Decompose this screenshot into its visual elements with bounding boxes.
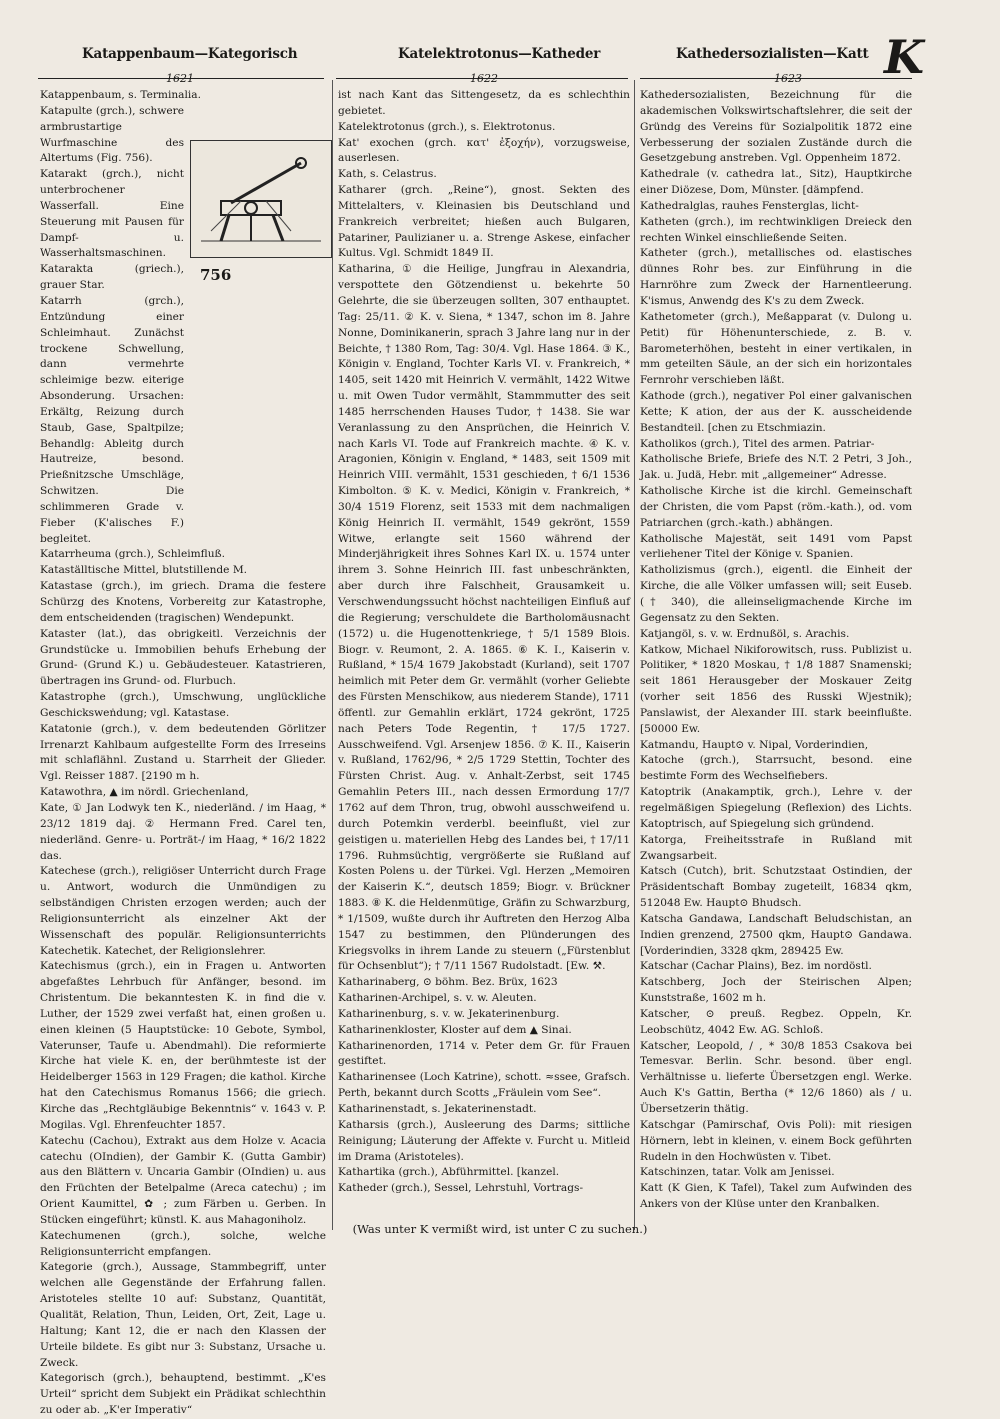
right-running-header: Kathedersozialisten—Katt (676, 46, 869, 62)
dictionary-entry: Katharinen-Archipel, s. v. w. Aleuten. (338, 992, 537, 1005)
catapult-illustration (190, 140, 332, 258)
dictionary-entry: Kat' exochen (grch. κατ' ἐξοχήν), vorzugsweise, auserlesen. (338, 136, 630, 165)
dictionary-entry: Katkow, Michael Nikiforowitsch, russ. Publizist u. Politiker, * 1820 Moskau, † 1/8 1887 Snamenski; seit 1861 Herausgeber der Moskauer Zeitg (vorher seit 1856 des Russki Wjestnik); Panslawist, der Alexander III. stark beeinflußte. [50000 Ew. (640, 643, 912, 735)
dictionary-entry: Katarrheuma (grch.), Schleimfluß. (40, 548, 225, 561)
column-divider (634, 80, 635, 1230)
dictionary-entry: Kategorie (grch.), Aussage, Stammbegriff, unter welchen alle Gegenstände der Erfahrung fallen. Aristoteles stellte 10 auf: Substanz, Quantität, Qualität, Relation, Thun, Leiden, Ort, Zeit, Lage u. Haltung; Kant 12, die er nach den Klassen der Urteile bildete. Es gibt nur 3: Substanz, Ursache u. Zweck. (40, 1261, 326, 1369)
dictionary-entry: Katelektrotonus (grch.), s. Elektrotonus. (338, 120, 556, 133)
dictionary-entry: Kath, s. Celastrus. (338, 168, 437, 181)
dictionary-entry: Katharinenkloster, Kloster auf dem ▲ Sinai. (338, 1023, 572, 1036)
dictionary-entry: Kathedralglas, rauhes Fensterglas, licht- (640, 199, 859, 212)
dictionary-entry: Kathode (grch.), negativer Pol einer galvanischen Kette; K ation, der aus der K. ausscheidende Bestandteil. [chen zu Etschmiazin. (640, 390, 912, 434)
dictionary-entry: Katapulte (grch.), schwere armbrustartige Wurfmaschine des Altertums (Fig. 756). (40, 104, 184, 165)
dictionary-entry: Katarakta (griech.), grauer Star. (40, 263, 184, 292)
dictionary-entry: Kathetometer (grch.), Meßapparat (v. Dulong u. Petit) für Höhenunterschiede, z. B. v. Barometerhöhen, besteht in einer vertikalen, in mm geteilten Säule, an der sich ein horizontales Fernrohr verschieben läßt. (640, 310, 912, 387)
dictionary-entry: Katechu (Cachou), Extrakt aus dem Holze v. Acacia catechu (OIndien), der Gambir K. (Gutta Gambir) aus den Blättern v. Uncaria Gambir (OIndien) u. aus den Früchten der Betelpalme (Areca catechu) ; im Orient Kaumittel, ✿ ; zum Färben u. Gerben. In Stücken eingeführt; künstl. K. aus Mahagoniholz. (40, 1134, 326, 1226)
page-number-left: 1621 (166, 72, 194, 85)
column-divider (332, 80, 333, 1230)
dictionary-entry: Katharina, ① die Heilige, Jungfrau in Alexandria, verspottete den Götzendienst u. bekehrte 50 Gelehrte, die sie überzeugen sollten, 307 enthauptet. Tag: 25/11. ② K. v. Siena, * 1347, schon im 8. Jahre Nonne, Dominikanerin, sprach 3 Jahre lang nur in der Beichte, † 1380 Rom, Tag: 30/4. Vgl. Hase 1864. ③ K., Königin v. England, Tochter Karls VI. v. Frankreich, * 1405, seit 1420 mit Heinrich V. vermählt, 1422 Witwe u. mit Owen Tudor vermählt, Stammmutter des seit 1485 herrschenden Hauses Tudor, † 1438. Sie war Veranlassung zu den Ansprüchen, die Heinrich V. nach Karls VI. Tode auf Frankreich machte. ④ K. v. Aragonien, Königin v. England, * 1483, seit 1509 mit Heinrich VIII. vermählt, 1531 geschieden, † 6/1 1536 Kimbolton. ⑤ K. v. Medici, Königin v. Frankreich, * 30/4 1519 Florenz, seit 1533 mit dem nachmaligen König Heinrich II. vermählt, 1549 gekrönt, 1559 Witwe, erlangte seit 1560 während der Minderjährigkeit ihres Sohnes Karl IX. u. 1574 unter ihrem 3. Sohne Heinrich III. fast unbeschränkten, aber durch ihre Falschheit, Grausamkeit u. Verschwendungssucht höchst nachteiligen Einfluß auf die Regierung; verschuldete die Bartholomäusnacht (1572) u. die Hugenottenkriege, † 5/1 1589 Blois. Biogr. v. Reumont, 2. A. 1865. ⑥ K. I., Kaiserin v. Rußland, * 15/4 1679 Jakobstadt (Kurland), seit 1707 heimlich mit Peter dem Gr. vermählt (vorher Geliebte des Fürsten Menschikow, aus niederem Stande), 1711 öffentl. zur Gemahlin erklärt, 1724 gekrönt, 1725 nach Peters Tode Regentin, † 17/5 1727. Ausschweifend. Vgl. Arsenjew 1856. ⑦ K. II., Kaiserin v. Rußland, 1762/96, * 2/5 1729 Stettin, Tochter des Fürsten Christ. Aug. v. Anhalt-Zerbst, seit 1745 Gemahlin Peters III., nach dessen Ermordung 17/7 1762 auf dem Thron, trug, obwohl ausschweifend u. durch Potemkin verderbl. beeinflußt, viel zur geistigen u. materiellen Hebg des Landes bei, † 17/11 1796. Ruhmsüchtig, vergrößerte sie Rußland auf Kosten Polens u. der Türkei. Vgl. Herzen „Memoiren der Kaiserin K.“, deutsch 1859; Biogr. v. Brückner 1883. ⑧ K. die Heldenmütige, Gräfin zu Schwarzburg, * 1/1509, wußte durch ihr Auftreten den Herzog Alba 1547 zu bestimmen, den Plünderungen des Kriegsvolks in ihrem Lande zu steuern („Fürstenblut für Ochsenblut“); † 7/11 1567 Rudolstadt. [Ew. ⚒. (338, 263, 630, 973)
dictionary-entry: Katsch (Cutch), brit. Schutzstaat Ostindien, der Präsidentschaft Bombay zugeteilt, 16834 qkm, 512048 Ew. Haupt⊙ Bhudsch. (640, 865, 912, 910)
dictionary-entry: Katarakt (grch.), nicht unterbrochener Wasserfall. Eine Steuerung mit Pausen für Dampf- u. Wasserhaltsmaschinen. (40, 168, 184, 260)
dictionary-entry: Katharinenburg, s. v. w. Jekaterinenburg. (338, 1007, 560, 1020)
dictionary-entry: Katharinaberg, ⊙ böhm. Bez. Brüx, 1623 (338, 976, 558, 989)
dictionary-entry: Katjangöl, s. v. w. Erdnußöl, s. Arachis. (640, 627, 850, 640)
dictionary-entry: Kathedersozialisten, Bezeichnung für die akademischen Volkswirtschaftslehrer, die seit der Gründg des Vereins für Sozialpolitik 1872 eine Verbesserung der sozialen Zustände durch die Gesetzgebung anstreben. Vgl. Oppenheim 1872. (640, 89, 912, 165)
dictionary-entry: Katatonie (grch.), v. dem bedeutenden Görlitzer Irrenarzt Kahlbaum aufgestellte Form des Irreseins mit schlaflähnl. Zustand u. Starrheit der Glieder. Vgl. Reisser 1887. [2190 m h. (40, 722, 326, 783)
dictionary-entry: Katoche (grch.), Starrsucht, besond. eine bestimte Form des Wechselfiebers. (640, 754, 912, 783)
dictionary-entry: Katscher, ⊙ preuß. Regbez. Oppeln, Kr. Leobschütz, 4042 Ew. AG. Schloß. (640, 1007, 912, 1036)
dictionary-entry: Katscha Gandawa, Landschaft Beludschistan, an Indien grenzend, 27500 qkm, Haupt⊙ Gandawa. [Vorderindien, 3328 qkm, 289425 Ew. (640, 912, 912, 957)
dictionary-entry: Kathedrale (v. cathedra lat., Sitz), Hauptkirche einer Diözese, Dom, Münster. [dämpfend. (640, 168, 912, 197)
dictionary-entry: Kataställtische Mittel, blutstillende M. (40, 564, 248, 577)
dictionary-entry: Katholische Briefe, Briefe des N.T. 2 Petri, 3 Joh., Jak. u. Judä, Hebr. mit „allgemeiner“ Adresse. (640, 453, 912, 482)
center-running-header: Katelektrotonus—Katheder (398, 46, 601, 62)
dictionary-entry: Katharsis (grch.), Ausleerung des Darms; sittliche Reinigung; Läuterung der Affekte v. Furcht u. Mitleid im Drama (Aristoteles). (338, 1118, 630, 1163)
column-left (40, 88, 326, 1419)
figure-number: 756 (200, 266, 232, 284)
section-letter: K (884, 30, 924, 84)
dictionary-entry: Katscher, Leopold, / , * 30/8 1853 Csakova bei Temesvar. Berlin. Schr. besond. über engl. Verhältnisse u. lieferte Übersetzgen engl. Werke. Auch K's Gattin, Bertha (* 12/6 1860) als / u. Übersetzerin thätig. (640, 1039, 912, 1115)
dictionary-entry: Katappenbaum, s. Terminalia. (40, 89, 201, 101)
dictionary-entry: Katharinensee (Loch Katrine), schott. ≈ssee, Grafsch. Perth, bekannt durch Scotts „Fräulein vom See“. (338, 1071, 630, 1100)
dictionary-entry: Katharer (grch. „Reine“), gnost. Sekten des Mittelalters, v. Kleinasien bis Deutschland und Frankreich verbreitet; hießen auch Bulgaren, Patariner, Paulizianer u. a. Strenge Askese, einfacher Kultus. Vgl. Schmidt 1849 II. (338, 184, 630, 260)
dictionary-entry: Katholizismus (grch.), eigentl. die Einheit der Kirche, die alle Völker umfassen will; seit Euseb. († 340), die alleinseligmachende Kirche im Gegensatz zu den Sekten. (640, 564, 912, 624)
dictionary-entry: Kataster (lat.), das obrigkeitl. Verzeichnis der Grundstücke u. Immobilien behufs Erhebung der Grund- (Grund K.) u. Gebäudesteuer. Katastrieren, übertragen ins Grund- od. Flurbuch. (40, 627, 326, 688)
dictionary-entry: Katastase (grch.), im griech. Drama die festere Schürzg des Knotens, Vorbereitg zur Katastrophe, dem entscheidenden (tragischen) Wendepunkt. (40, 580, 326, 624)
footer-note: (Was unter K vermißt wird, ist unter C zu suchen.) (352, 1222, 648, 1236)
dictionary-entry: Katechumenen (grch.), solche, welche Religionsunterricht empfangen. (40, 1229, 326, 1258)
dictionary-entry: Kategorisch (grch.), behauptend, bestimmt. „K'es Urteil“ spricht dem Subjekt ein Prädikat schlechthin zu oder ab. „K'er Imperativ“ (40, 1372, 326, 1417)
dictionary-entry: Katorga, Freiheitsstrafe in Rußland mit Zwangsarbeit. (640, 833, 912, 862)
dictionary-entry: Katharinenstadt, s. Jekaterinenstadt. (338, 1103, 537, 1115)
dictionary-entry: Katschberg, Joch der Steirischen Alpen; Kunststraße, 1602 m h. (640, 976, 912, 1005)
dictionary-entry: Katholische Majestät, seit 1491 vom Papst verliehener Titel der Könige v. Spanien. (640, 532, 912, 561)
page-number-center: 1622 (470, 72, 498, 85)
page-number-right: 1623 (774, 72, 802, 85)
catapult-drawing (191, 141, 331, 257)
dictionary-entry: Katt (K Gien, K Tafel), Takel zum Aufwinden des Ankers von der Klüse unter den Kranbalken. (640, 1182, 912, 1211)
dictionary-entry: Katarrh (grch.), Entzündung einer Schleimhaut. Zunächst trockene Schwellung, dann vermehrte schleimige bezw. eiterige Absonderung. Ursachen: Erkältg, Reizung durch Staub, Gase, Spaltpilze; Behandlg: Ableitg durch Hautreize, besond. Prießnitzsche Umschläge, Schwitzen. Die schlimmeren Grade v. Fieber (K'alisches F.) begleitet. (40, 294, 184, 545)
dictionary-entry: Katschinzen, tatar. Volk am Jenissei. (640, 1166, 835, 1179)
dictionary-entry: Katastrophe (grch.), Umschwung, unglückliche Geschicksweṅdung; vgl. Katastase. (40, 691, 326, 719)
dictionary-entry: Katschgar (Pamirschaf, Ovis Poli): mit riesigen Hörnern, lebt in kleinen, v. einem Bock geführten Rudeln in den Hochwüsten v. Tibet. (640, 1118, 912, 1163)
dictionary-entry: Katholikos (grch.), Titel des armen. Patriar- (640, 437, 875, 450)
dictionary-entry: Katheten (grch.), im rechtwinkligen Dreieck den rechten Winkel einschließende Seiten. (640, 215, 912, 244)
dictionary-entry: Kate, ① Jan Lodwyk ten K., niederländ. / im Haag, * 23/12 1819 daj. ② Hermann Fred. Carel ten, niederländ. Genre- u. Porträt-/ im Haag, * 16/2 1822 das. (40, 801, 326, 862)
dictionary-entry: Katharinenorden, 1714 v. Peter dem Gr. für Frauen gestiftet. (338, 1039, 630, 1068)
column-right (640, 88, 912, 1213)
dictionary-entry: Katschar (Cachar Plains), Bez. im nordöstl. (640, 960, 872, 973)
dictionary-entry: Kathartika (grch.), Abführmittel. [kanzel. (338, 1166, 560, 1179)
dictionary-entry: Katoptrik (Anakamptik, grch.), Lehre v. der regelmäßigen Spiegelung (Reflexion) des Lichts. Katoptrisch, auf Spiegelung sich gründend. (640, 786, 912, 830)
column-center (338, 88, 630, 1197)
dictionary-entry: Katmandu, Haupt⊙ v. Nipal, Vorderindien, (640, 738, 869, 751)
dictionary-entry: Katheter (grch.), metallisches od. elastisches dünnes Rohr bes. zur Einführung in die Harnröhre zum Zweck der Harnentleerung. K'ismus, Anwendg des K's zu dem Zweck. (640, 247, 912, 307)
dictionary-entry: Katechismus (grch.), ein in Fragen u. Antworten abgefaßtes Lehrbuch für Anfänger, besond. im Christentum. Die bekanntesten K. in find die v. Luther, der 1529 zwei verfaßt hat, einen großen u. einen kleinen (5 Hauptstücke: 10 Gebote, Symbol, Vaterunser, Taufe u. Abendmahl). Die reformierte Kirche hat viele K. en, der berühmteste ist der Heidelberger 1563 in 129 Fragen; die kathol. Kirche hat den Catechismus Romanus 1566; die griech. Kirche das „Rechtgläubige Bekenntnis“ v. 1643 v. P. Mogilas. Vgl. Ehrenfeuchter 1857. (40, 960, 326, 1131)
dictionary-entry: Katheder (grch.), Sessel, Lehrstuhl, Vortrags- (338, 1182, 584, 1195)
left-running-header: Katappenbaum—Kategorisch (82, 46, 298, 62)
dictionary-entry: ist nach Kant das Sittengesetz, da es schlechthin gebietet. (338, 89, 630, 117)
dictionary-entry: Katawothra, ▲ im nördl. Griechenland, (40, 786, 249, 799)
dictionary-entry: Katechese (grch.), religiöser Unterricht durch Frage u. Antwort, wodurch die Unmündigen zu selbständigen Christen erzogen werden; auch der Religionsunterricht als einzelner Akt der Wissenschaft des populär. Religionsunterrichts Katechetik. Katechet, der Religionslehrer. (40, 865, 326, 957)
dictionary-entry: Katholische Kirche ist die kirchl. Gemeinschaft der Christen, die vom Papst (röm.-kath.), od. vom Patriarchen (grch.-kath.) abhängen. (640, 485, 912, 529)
